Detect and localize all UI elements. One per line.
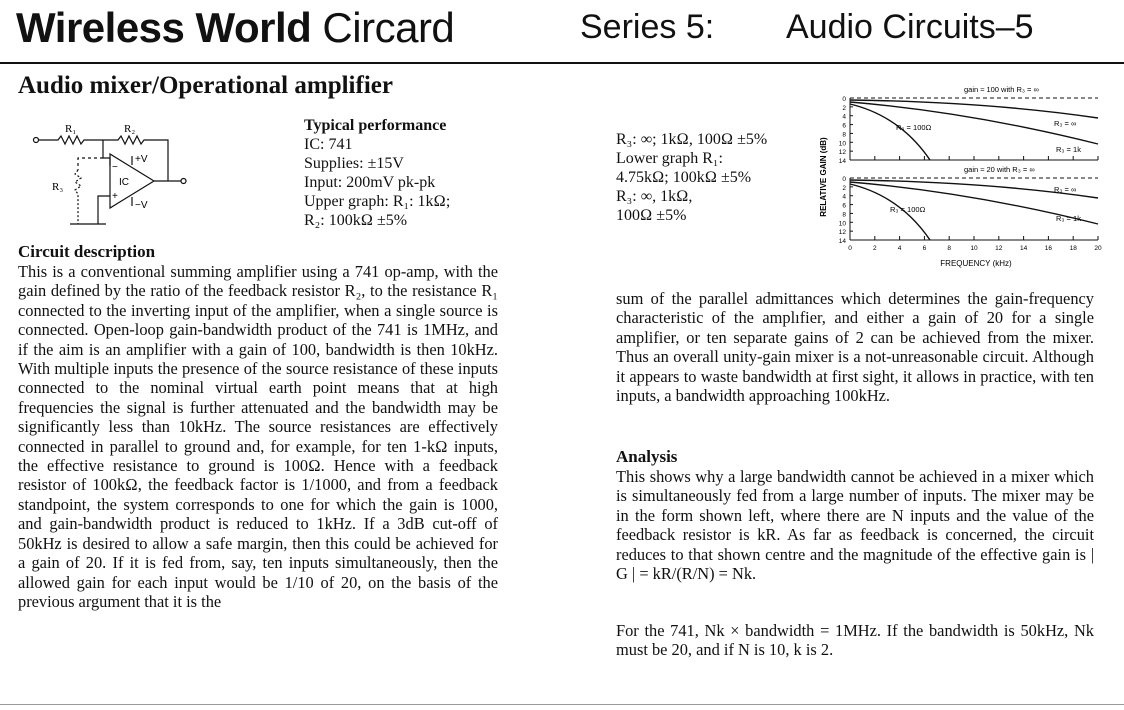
upper-r3-1k-label: R₃ = 1k bbox=[1056, 145, 1081, 154]
graph-x-tick-label: 6 bbox=[922, 245, 927, 252]
topic-label: Audio Circuits–5 bbox=[786, 8, 1034, 46]
lower-r3-1k-label: R₃ = 1k bbox=[1056, 214, 1081, 223]
r1-label: R₁ bbox=[65, 123, 77, 135]
series-label: Series 5: bbox=[580, 8, 715, 46]
brand-bold: Wireless World bbox=[16, 4, 312, 51]
graph-values-line1: R₃: ∞; 1kΩ, 100Ω ±5% bbox=[616, 131, 768, 148]
right-column-continuation: sum of the parallel admittances which determines the gain-frequency characteristic of the amplıfier, and either a gain of 20 for a single amplifier, or ten separate gains of 2 can be achieved from the mixer. Thus an overall unity-gain mixer is a not-unreasonable circuit. Although it appears to waste bandwidth at first sight, it allows in practice, with ten inputs, a bandwidth approaching 100kHz. bbox=[616, 289, 1094, 406]
performance-heading: Typical performance bbox=[304, 117, 447, 134]
graph-values-line4: R₃: ∞, 1kΩ, bbox=[616, 188, 693, 205]
graph-y-tick-label: 0 bbox=[842, 96, 846, 103]
r3-label: R₃ bbox=[52, 181, 64, 193]
lower-r3-100-label: R₃ = 100Ω bbox=[890, 205, 926, 214]
brand-rest: Circard bbox=[311, 4, 455, 51]
graph-x-tick-label: 16 bbox=[1044, 245, 1053, 252]
graph-y-tick-label: 4 bbox=[842, 193, 846, 201]
graph-y-tick-label: 10 bbox=[838, 140, 846, 148]
graph-x-tick-label: 20 bbox=[1094, 245, 1102, 252]
graph-y-tick-label: 10 bbox=[838, 220, 846, 228]
graph-x-tick-label: 12 bbox=[995, 245, 1003, 252]
graph-y-tick-label: 0 bbox=[842, 176, 846, 183]
graph-y-tick-label: 8 bbox=[842, 131, 846, 139]
graph-x-tick-label: 18 bbox=[1069, 245, 1077, 252]
graph-y-tick-label: 8 bbox=[842, 211, 846, 219]
analysis-text: This shows why a large bandwidth cannot be achieved in a mixer which is simultaneously fed from a large number of inputs. The mixer may be in the form shown left, where there are N inputs and the value of the feedback resistor is kR. As far as feedback is concerned, the circuit reduces to that shown centre and the magnitude of the effective gain is | G | = kR/(R/N) = Nk. bbox=[616, 467, 1094, 584]
lower-caption: gain ≈ 20 with R₃ = ∞ bbox=[964, 165, 1035, 174]
minus-v-label: −V bbox=[135, 200, 148, 211]
graph-y-tick-label: 12 bbox=[838, 149, 846, 157]
page-header bbox=[0, 0, 1124, 64]
graph-y-tick-label: 6 bbox=[842, 122, 846, 130]
plus-input-label: + bbox=[112, 191, 118, 202]
graph-values bbox=[616, 130, 806, 225]
graph-y-tick-label: 2 bbox=[842, 104, 846, 112]
graph-x-tick-label: 0 bbox=[848, 245, 852, 252]
graph-x-tick-label: 8 bbox=[947, 245, 952, 252]
plus-v-label: +V bbox=[135, 154, 148, 165]
graph-values-line2: Lower graph R₁: bbox=[616, 150, 723, 167]
performance-supplies: Supplies: ±15V bbox=[304, 155, 404, 172]
performance-upper-b: R₂: 100kΩ ±5% bbox=[304, 212, 408, 229]
graph-y-tick-label: 14 bbox=[838, 158, 846, 165]
gain-frequency-graph bbox=[816, 82, 1106, 272]
footer-rule bbox=[0, 704, 1124, 705]
typical-performance bbox=[304, 116, 504, 230]
brand-title bbox=[16, 4, 454, 52]
performance-upper-a: Upper graph: R₁: 1kΩ; bbox=[304, 193, 451, 210]
r2-label: R₂ bbox=[124, 123, 136, 135]
ic-label: IC bbox=[119, 177, 129, 188]
graph-x-label: FREQUENCY (kHz) bbox=[940, 259, 1012, 268]
curve-r3-infinity bbox=[850, 100, 1098, 118]
graph-y-label: RELATIVE GAIN (dB) bbox=[819, 137, 828, 217]
graph-y-tick-label: 2 bbox=[842, 184, 846, 192]
graph-y-tick-label: 14 bbox=[838, 238, 846, 245]
upper-r3-inf-label: R₃ = ∞ bbox=[1054, 119, 1077, 128]
upper-r3-100-label: R₃ = 100Ω bbox=[896, 123, 932, 132]
graph-y-tick-label: 12 bbox=[838, 229, 846, 237]
graph-x-tick-label: 14 bbox=[1019, 245, 1028, 252]
circuit-diagram bbox=[28, 112, 218, 237]
article-title: Audio mixer/Operational amplifier bbox=[18, 72, 393, 99]
graph-x-tick-label: 2 bbox=[872, 245, 877, 252]
graph-x-tick-label: 10 bbox=[970, 245, 978, 252]
graph-y-tick-label: 6 bbox=[842, 202, 846, 210]
final-paragraph: For the 741, Nk × bandwidth = 1MHz. If the bandwidth is 50kHz, Nk must be 20, and if N is 10, k is 2. bbox=[616, 621, 1094, 660]
performance-input: Input: 200mV pk-pk bbox=[304, 174, 436, 191]
circuit-description-heading: Circuit description bbox=[18, 242, 156, 261]
analysis-heading: Analysis bbox=[616, 447, 678, 466]
curve-r3-100 bbox=[850, 104, 930, 160]
upper-caption: gain ≈ 100 with R₃ = ∞ bbox=[964, 85, 1039, 94]
performance-ic: IC: 741 bbox=[304, 136, 353, 153]
graph-y-tick-label: 4 bbox=[842, 113, 846, 121]
minus-input-label: − bbox=[112, 162, 118, 173]
circuit-description-text: This is a conventional summing amplifier using a 741 op-amp, with the gain defined by the ratio of the feedback resistor R₂, to the resistance R₁ connected to the inverting input of the amplifier, when a single source is connected. Open-loop gain-bandwidth product of the 741 is 1MHz, and if the aim is an amplifier with a gain of 100, bandwidth is then 10kHz. With multiple inputs the presence of the source resistance of these inputs connected to the nominal virtual earth point means that at high frequencies the signal is further attenuated and the bandwidth may be significantly less than 10kHz. The source resistances are effectively connected in parallel to ground and, for example, for ten 1-kΩ inputs, the effective resistance to ground is 100Ω. Hence with a feedback resistor of 100kΩ, the feedback factor is 1/1000, and from a feedback standpoint, the system corresponds to one for which the gain is 1000, and gain-bandwidth product is reduced to 1kHz. If a 3dB cut-off of 50kHz is desired to allow a safe margin, then this could be achieved for a gain of 20. If it is fed from, say, ten inputs simultaneously, then the allowed gain for each input would be 1/10 of 20, on the basis of the previous argument that it is the bbox=[18, 262, 498, 611]
graph-values-line5: 100Ω ±5% bbox=[616, 207, 687, 224]
graph-values-line3: 4.75kΩ; 100kΩ ±5% bbox=[616, 169, 752, 186]
lower-r3-inf-label: R₃ = ∞ bbox=[1054, 185, 1077, 194]
graph-x-tick-label: 4 bbox=[897, 245, 902, 252]
